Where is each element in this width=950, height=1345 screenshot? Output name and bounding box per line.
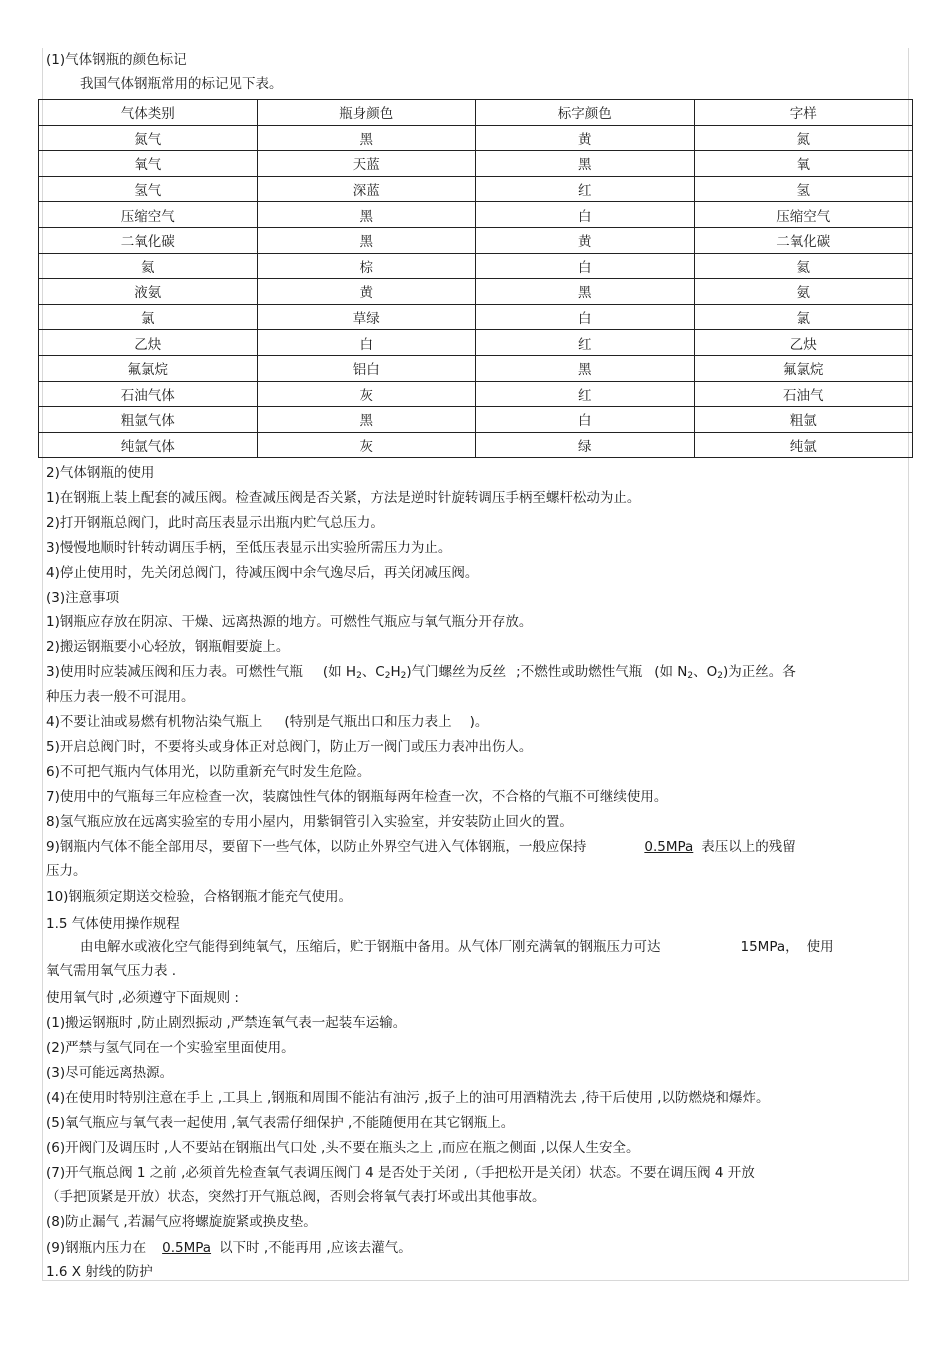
table-cell: 氦 (694, 253, 913, 279)
table-cell: 红 (476, 330, 695, 356)
table-cell: 氯 (694, 304, 913, 330)
section15-rule-7-line2: （手把顶紧是开放）状态，突然打开气瓶总阀，否则会将氧气表打坏或出其他事故。 (46, 1189, 546, 1205)
table-row (39, 432, 913, 458)
table-cell: 天蓝 (257, 151, 476, 177)
table-cell: 粗氩 (694, 407, 913, 433)
table-cell: 氦 (39, 253, 258, 279)
table-cell: 黑 (257, 202, 476, 228)
table-row (39, 253, 913, 279)
table-cell: 纯氩 (694, 432, 913, 458)
table-cell: 深蓝 (257, 176, 476, 202)
section15-rule-9: (9)钢瓶内压力在 0.5MPa 以下时 ,不能再用 ,应该去灌气。 (46, 1240, 412, 1256)
table-cell: 氯 (39, 304, 258, 330)
table-row (39, 151, 913, 177)
section15-rule: (3)尽可能远离热源。 (46, 1065, 174, 1081)
table-cell: 二氧化碳 (694, 227, 913, 253)
pressure-value: 0.5MPa (162, 1240, 212, 1256)
table-row (39, 304, 913, 330)
pressure-value: 0.5MPa (644, 839, 694, 855)
table-cell: 白 (476, 253, 695, 279)
table-header-cell: 字样 (694, 100, 913, 126)
section15-paragraph-line2: 氧气需用氧气压力表 . (46, 963, 177, 979)
section3-heading: (3)注意事项 (46, 590, 120, 606)
section15-rules-intro: 使用氧气时 ,必须遵守下面规则 : (46, 990, 239, 1006)
section15-rule: (1)搬运钢瓶时 ,防止剧烈振动 ,严禁连氧气表一起装车运输。 (46, 1015, 407, 1031)
section2-item: 2)打开钢瓶总阀门，此时高压表显示出瓶内贮气总压力。 (46, 515, 384, 531)
table-cell: 二氧化碳 (39, 227, 258, 253)
table-cell: 黄 (476, 125, 695, 151)
table-header-row (39, 100, 913, 126)
table-header-cell: 气体类别 (39, 100, 258, 126)
section2-item: 1)在钢瓶上装上配套的减压阀。检查减压阀是否关紧，方法是逆时针旋转调压手柄至螺杆松动为止。 (46, 490, 641, 506)
table-cell: 乙炔 (39, 330, 258, 356)
table-cell: 氮 (694, 125, 913, 151)
table-cell: 绿 (476, 432, 695, 458)
section15-rule: (8)防止漏气 ,若漏气应将螺旋旋紧或换皮垫。 (46, 1214, 317, 1230)
table-cell: 白 (476, 202, 695, 228)
table-row (39, 355, 913, 381)
table-cell: 氧 (694, 151, 913, 177)
section2-item: 4)停止使用时，先关闭总阀门，待减压阀中余气逸尽后，再关闭减压阀。 (46, 565, 479, 581)
table-header-cell: 标字颜色 (476, 100, 695, 126)
section15-heading: 1.5 气体使用操作规程 (46, 916, 180, 932)
table-cell: 黑 (476, 151, 695, 177)
section3-item: 10)钢瓶须定期送交检验，合格钢瓶才能充气使用。 (46, 889, 352, 905)
table-cell: 红 (476, 381, 695, 407)
section3-item-9-line2: 压力。 (46, 863, 87, 879)
table-cell: 灰 (257, 381, 476, 407)
section15-rule-7: (7)开气瓶总阀 1 之前 ,必须首先检查氧气表调压阀门 4 是否处于关闭 ,（手把松开是关闭）状态。不要在调压阀 4 开放 (46, 1165, 755, 1181)
section15-rule: (4)在使用时特别注意在手上 ,工具上 ,钢瓶和周围不能沾有油污 ,扳子上的油可用酒精洗去 ,待干后使用 ,以防燃烧和爆炸。 (46, 1090, 770, 1106)
section2-heading: 2)气体钢瓶的使用 (46, 465, 155, 481)
table-cell: 纯氩气体 (39, 432, 258, 458)
table-cell: 铝白 (257, 355, 476, 381)
table-cell: 黑 (257, 125, 476, 151)
section3-item-9: 9)钢瓶内气体不能全部用尽，要留下一些气体，以防止外界空气进入气体钢瓶，一般应保持 0.5MPa 表压以上的残留 (46, 839, 796, 855)
table-cell: 石油气体 (39, 381, 258, 407)
table-cell: 白 (476, 407, 695, 433)
table-cell: 压缩空气 (694, 202, 913, 228)
table-cell: 乙炔 (694, 330, 913, 356)
table-cell: 氢 (694, 176, 913, 202)
table-row (39, 381, 913, 407)
table-cell: 黑 (257, 227, 476, 253)
table-cell: 白 (476, 304, 695, 330)
table-cell: 黑 (476, 279, 695, 305)
section3-item: 5)开启总阀门时，不要将头或身体正对总阀门，防止万一阀门或压力表冲出伤人。 (46, 739, 533, 755)
section16-heading: 1.6 X 射线的防护 (46, 1264, 153, 1280)
section3-item-3: 3)使用时应装减压阀和压力表。可燃性气瓶 (如 $H_2$、$C_2H_2$)气门螺丝为反丝 ;不燃性或助燃性气瓶 (如 $N_2$、$O_2$)为正丝。各 (46, 664, 796, 681)
table-cell: 氨 (694, 279, 913, 305)
table-cell: 红 (476, 176, 695, 202)
table-cell: 棕 (257, 253, 476, 279)
table-row (39, 125, 913, 151)
table-row (39, 279, 913, 305)
table-cell: 氮气 (39, 125, 258, 151)
section1-heading: (1)气体钢瓶的颜色标记 (46, 52, 187, 68)
section15-rule: (2)严禁与氢气同在一个实验室里面使用。 (46, 1040, 295, 1056)
table-cell: 黄 (476, 227, 695, 253)
section3-item: 7)使用中的气瓶每三年应检查一次，装腐蚀性气体的钢瓶每两年检查一次，不合格的气瓶不可继续使用。 (46, 789, 668, 805)
section3-item: 1)钢瓶应存放在阴凉、干燥、远离热源的地方。可燃性气瓶应与氧气瓶分开存放。 (46, 614, 533, 630)
table-cell: 氢气 (39, 176, 258, 202)
section3-item: 2)搬运钢瓶要小心轻放，钢瓶帽要旋上。 (46, 639, 290, 655)
section15-rule: (5)氧气瓶应与氧气表一起使用 ,氧气表需仔细保护 ,不能随便用在其它钢瓶上。 (46, 1115, 515, 1131)
section2-item: 3)慢慢地顺时针转动调压手柄，至低压表显示出实验所需压力为止。 (46, 540, 452, 556)
table-cell: 氧气 (39, 151, 258, 177)
table-row (39, 176, 913, 202)
gas-cylinder-table (38, 99, 913, 458)
section1-intro: 我国气体钢瓶常用的标记见下表。 (80, 76, 283, 92)
table-cell: 黄 (257, 279, 476, 305)
table-header-cell: 瓶身颜色 (257, 100, 476, 126)
table-cell: 灰 (257, 432, 476, 458)
table-cell: 黑 (476, 355, 695, 381)
table-cell: 氟氯烷 (694, 355, 913, 381)
table-cell: 草绿 (257, 304, 476, 330)
table-row (39, 227, 913, 253)
table-cell: 液氨 (39, 279, 258, 305)
table-row (39, 202, 913, 228)
section3-item-3-line2: 种压力表一般不可混用。 (46, 689, 195, 705)
table-cell: 粗氩气体 (39, 407, 258, 433)
table-cell: 白 (257, 330, 476, 356)
table-cell: 黑 (257, 407, 476, 433)
section3-item-4: 4)不要让油或易燃有机物沾染气瓶上 (特别是气瓶出口和压力表上 )。 (46, 714, 489, 730)
table-cell: 氟氯烷 (39, 355, 258, 381)
section15-paragraph: 由电解水或液化空气能得到纯氧气，压缩后，贮于钢瓶中备用。从气体厂刚充满氧的钢瓶压力可达 15MPa， 使用 (80, 939, 834, 955)
section3-item: 8)氢气瓶应放在远离实验室的专用小屋内，用紫铜管引入实验室，并安装防止回火的置。 (46, 814, 573, 830)
table-cell: 石油气 (694, 381, 913, 407)
section15-rule: (6)开阀门及调压时 ,人不要站在钢瓶出气口处 ,头不要在瓶头之上 ,而应在瓶之侧面 ,以保人生安全。 (46, 1140, 640, 1156)
table-cell: 压缩空气 (39, 202, 258, 228)
table-row (39, 407, 913, 433)
section3-item: 6)不可把气瓶内气体用光，以防重新充气时发生危险。 (46, 764, 371, 780)
table-row (39, 330, 913, 356)
